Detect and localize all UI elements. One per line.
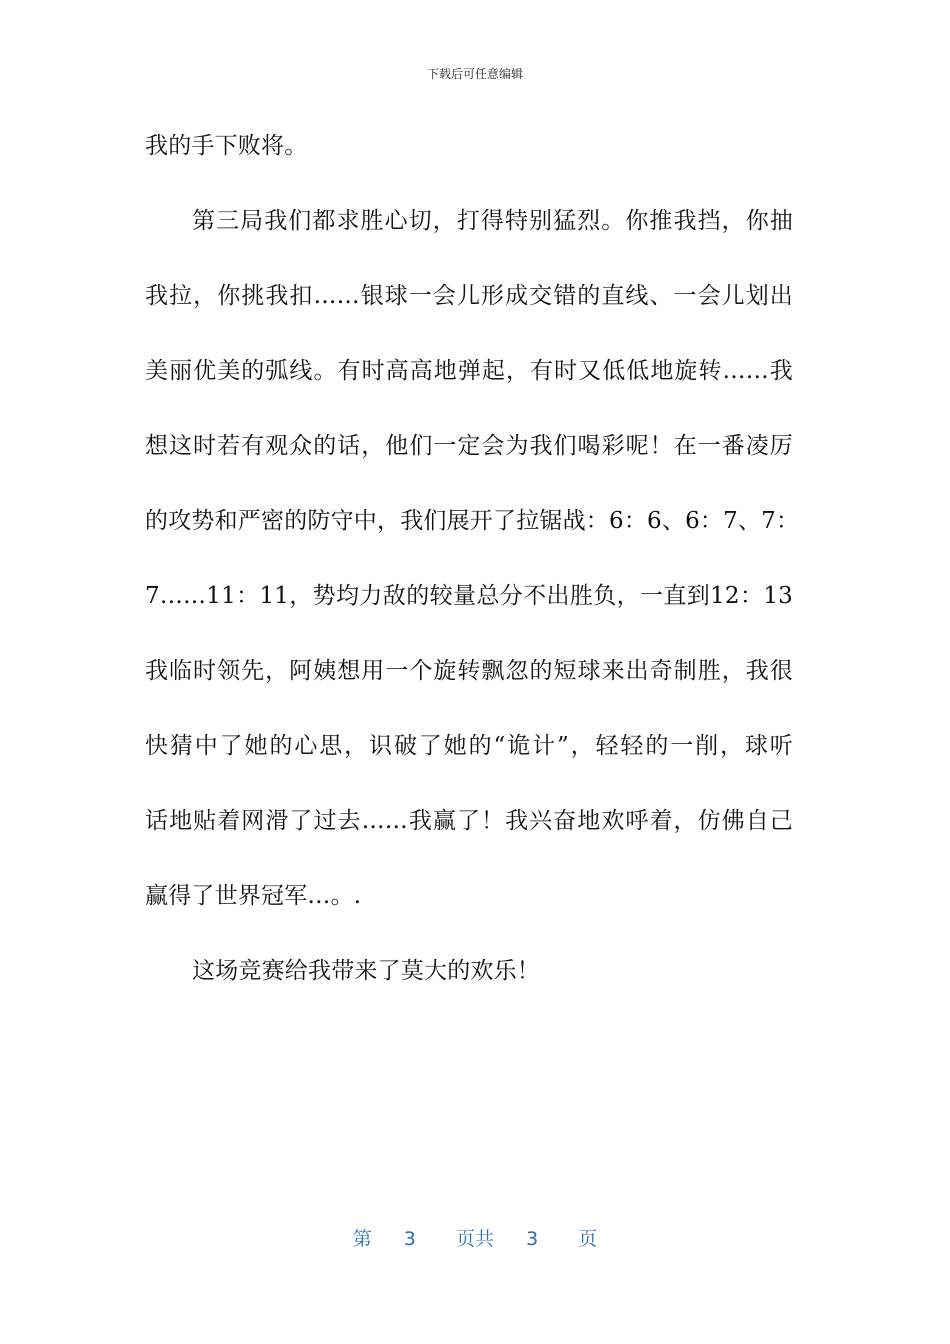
footer-page-end: 页: [578, 1228, 598, 1250]
page-header: [0, 66, 950, 82]
paragraph-line-10: 话地贴着网滑了过去……我赢了！我兴奋地欢呼着，仿佛自己: [145, 808, 793, 834]
footer-total-pages: 3: [526, 1228, 539, 1250]
paragraph-line-6: 的攻势和严密的防守中，我们展开了拉锯战：6：6、6：7、7：: [145, 508, 800, 534]
footer-current-page: 3: [403, 1228, 416, 1250]
paragraph-line-11: 赢得了世界冠军…。.: [145, 883, 362, 909]
paragraph-line-4: 美丽优美的弧线。有时高高地弹起，有时又低低地旋转……我: [145, 358, 793, 384]
paragraph-line-9: 快猜中了她的心思，识破了她的“诡计”，轻轻的一削，球听: [145, 733, 793, 759]
document-body: [145, 124, 800, 1024]
footer-page-suffix: 页共: [455, 1228, 494, 1250]
paragraph-line-2: 第三局我们都求胜心切，打得特别猛烈。你推我挡，你抽: [192, 208, 793, 234]
paragraph-line-8: 我临时领先，阿姨想用一个旋转飘忽的短球来出奇制胜，我很: [145, 658, 793, 684]
paragraph-line-7: 7……11：11，势均力敌的较量总分不出胜负，一直到12：13: [145, 583, 793, 609]
page-footer: [0, 1226, 950, 1252]
paragraph-line-3: 我拉，你挑我扣……银球一会儿形成交错的直线、一会儿划出: [145, 283, 793, 309]
header-text: 下载后可任意编辑: [426, 67, 523, 81]
paragraph-line-1: 我的手下败将。: [145, 133, 308, 159]
paragraph-line-12: 这场竞赛给我带来了莫大的欢乐！: [192, 958, 540, 984]
paragraph-line-5: 想这时若有观众的话，他们一定会为我们喝彩呢！在一番凌厉: [145, 433, 793, 459]
footer-page-prefix: 第: [352, 1228, 372, 1250]
